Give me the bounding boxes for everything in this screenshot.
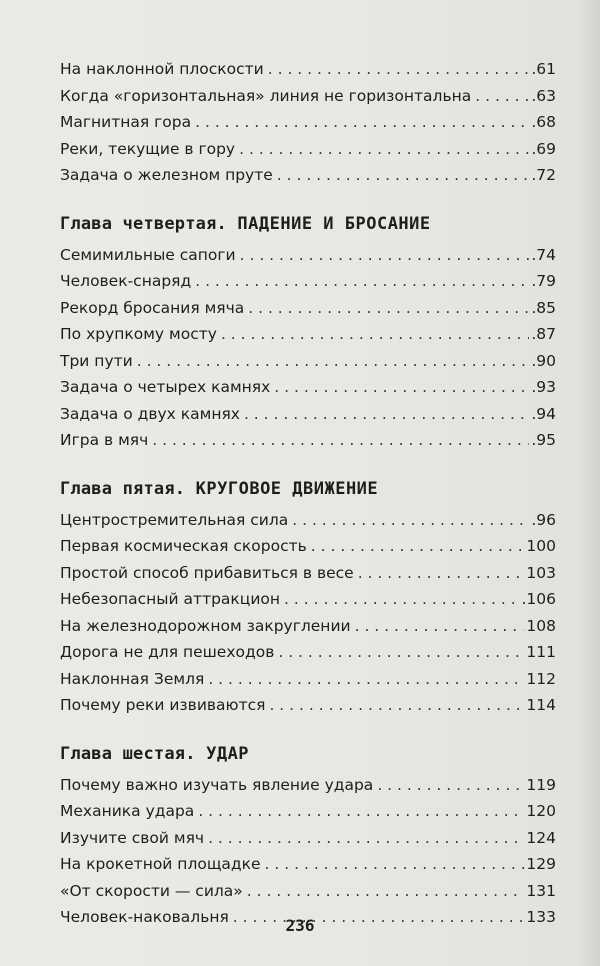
- leader-dots: [274, 374, 529, 401]
- entry-title: Простой способ прибавиться в весе: [60, 563, 354, 582]
- leader-dots: [244, 401, 529, 428]
- toc-entry[interactable]: [60, 798, 556, 825]
- toc-entry[interactable]: [60, 878, 556, 905]
- entry-title: На наклонной плоскости: [60, 60, 264, 78]
- entry-page: .87: [531, 325, 556, 343]
- toc-entry[interactable]: [60, 533, 556, 560]
- entry-title: По хрупкому мосту: [60, 325, 217, 343]
- leader-dots: [240, 242, 530, 269]
- toc-entry[interactable]: [60, 586, 556, 613]
- toc-entry[interactable]: [60, 507, 556, 534]
- toc-entry[interactable]: [60, 851, 556, 878]
- entry-page: 131: [526, 881, 556, 900]
- entry-page: .85: [531, 298, 556, 317]
- entry-title: Человек-снаряд: [60, 272, 192, 290]
- leader-dots: [208, 666, 524, 693]
- toc-entry[interactable]: [60, 560, 556, 587]
- leader-dots: [248, 295, 529, 322]
- entry-page: 108: [526, 616, 556, 635]
- entry-title: Дорога не для пешеходов: [60, 643, 275, 661]
- entry-title: Человек-наковальня: [60, 908, 229, 926]
- table-of-contents: [60, 56, 556, 931]
- leader-dots: [311, 533, 525, 560]
- toc-section-chapter-five: [60, 479, 556, 719]
- entry-title: Задача о четырех камнях: [60, 378, 271, 396]
- leader-dots: [269, 692, 524, 719]
- entry-title: Задача о железном пруте: [60, 166, 273, 184]
- leader-dots: [268, 56, 530, 83]
- chapter-title: ПАДЕНИЕ И БРОСАНИЕ: [237, 213, 431, 234]
- toc-entry[interactable]: [60, 666, 556, 693]
- chapter-title: УДАР: [206, 743, 250, 764]
- leader-dots: [292, 507, 529, 534]
- toc-entry[interactable]: [60, 295, 556, 322]
- entry-page: .68: [531, 113, 556, 131]
- leader-dots: [284, 586, 519, 613]
- entry-page: 120: [526, 802, 556, 820]
- toc-entry[interactable]: [60, 56, 556, 83]
- chapter-prefix: Глава четвертая.: [60, 213, 227, 234]
- leader-dots: [208, 825, 524, 852]
- leader-dots: [355, 613, 525, 640]
- toc-section-chapter-four: [60, 214, 556, 454]
- entry-page: .72: [531, 166, 556, 184]
- entry-title: Почему реки извиваются: [60, 696, 266, 714]
- chapter-prefix: Глава шестая.: [60, 743, 196, 764]
- leader-dots: [265, 851, 525, 878]
- entry-title: Центростремительная сила: [60, 510, 289, 529]
- entry-page: .93: [531, 378, 556, 396]
- entry-page: 103: [526, 563, 556, 582]
- toc-entry[interactable]: [60, 268, 556, 295]
- entry-page: 112: [526, 669, 556, 688]
- entry-page: 119: [526, 775, 556, 794]
- leader-dots: [247, 878, 525, 905]
- toc-entry[interactable]: [60, 83, 556, 110]
- entry-title: Магнитная гора: [60, 113, 192, 131]
- toc-entry[interactable]: [60, 692, 556, 719]
- leader-dots: [137, 348, 530, 375]
- entry-page: .106: [521, 590, 556, 608]
- entry-title: На крокетной площадке: [60, 855, 261, 873]
- chapter-heading[interactable]: [60, 214, 556, 234]
- entry-title: Реки, текущие в гору: [60, 139, 236, 158]
- entry-page: 124: [526, 828, 556, 847]
- leader-dots: [358, 560, 525, 587]
- leader-dots: [278, 639, 524, 666]
- toc-entry[interactable]: [60, 825, 556, 852]
- page-number: 236: [285, 916, 315, 935]
- entry-title: Три пути: [60, 351, 133, 370]
- entry-page: .69: [531, 139, 556, 158]
- toc-entry[interactable]: [60, 401, 556, 428]
- entry-page: .90: [531, 351, 556, 370]
- toc-entry[interactable]: [60, 136, 556, 163]
- entry-page: 100: [526, 537, 556, 555]
- leader-dots: [221, 321, 529, 348]
- entry-title: Рекорд бросания мяча: [60, 298, 245, 317]
- chapter-prefix: Глава пятая.: [60, 478, 186, 499]
- entry-title: Когда «горизонтальная» линия не горизонтальна: [60, 86, 472, 105]
- entry-title: Механика удара: [60, 802, 195, 820]
- chapter-title: КРУГОВОЕ ДВИЖЕНИЕ: [195, 478, 379, 499]
- leader-dots: [239, 136, 529, 163]
- entry-title: Изучите свой мяч: [60, 828, 205, 847]
- toc-entry[interactable]: [60, 242, 556, 269]
- entry-page: .79: [531, 272, 556, 290]
- entry-page: 133: [526, 908, 556, 926]
- entry-title: Первая космическая скорость: [60, 537, 307, 555]
- entry-title: Небезопасный аттракцион: [60, 590, 281, 608]
- entry-title: Наклонная Земля: [60, 669, 205, 688]
- leader-dots: [377, 772, 524, 799]
- toc-entry[interactable]: [60, 109, 556, 136]
- page-edge-shadow: [578, 0, 600, 966]
- toc-entry[interactable]: [60, 321, 556, 348]
- toc-section-continued: [60, 56, 556, 189]
- leader-dots: [195, 268, 529, 295]
- entry-page: .94: [531, 404, 556, 423]
- leader-dots: [198, 798, 524, 825]
- entry-page: 129: [526, 855, 556, 873]
- entry-page: .61: [531, 60, 556, 78]
- toc-section-chapter-six: [60, 744, 556, 931]
- chapter-heading[interactable]: [60, 744, 556, 764]
- leader-dots: [195, 109, 529, 136]
- entry-page: .95: [531, 431, 556, 449]
- entry-page: .96: [531, 510, 556, 529]
- entry-title: Почему важно изучать явление удара: [60, 775, 374, 794]
- entry-title: Игра в мяч: [60, 431, 149, 449]
- chapter-heading[interactable]: [60, 479, 556, 499]
- toc-entry[interactable]: [60, 348, 556, 375]
- leader-dots: [152, 427, 529, 454]
- toc-entry[interactable]: [60, 162, 556, 189]
- entry-page: 114: [526, 696, 556, 714]
- entry-title: «От скорости — сила»: [60, 881, 243, 900]
- entry-title: Семимильные сапоги: [60, 245, 236, 264]
- toc-entry[interactable]: [60, 374, 556, 401]
- entry-page: 111: [526, 643, 556, 661]
- toc-entry[interactable]: [60, 772, 556, 799]
- entry-page: .63: [531, 86, 556, 105]
- entry-title: На железнодорожном закруглении: [60, 616, 351, 635]
- leader-dots: [475, 83, 529, 110]
- toc-entry[interactable]: [60, 639, 556, 666]
- entry-page: .74: [531, 245, 556, 264]
- toc-entry[interactable]: [60, 427, 556, 454]
- toc-entry[interactable]: [60, 613, 556, 640]
- entry-title: Задача о двух камнях: [60, 404, 240, 423]
- leader-dots: [277, 162, 530, 189]
